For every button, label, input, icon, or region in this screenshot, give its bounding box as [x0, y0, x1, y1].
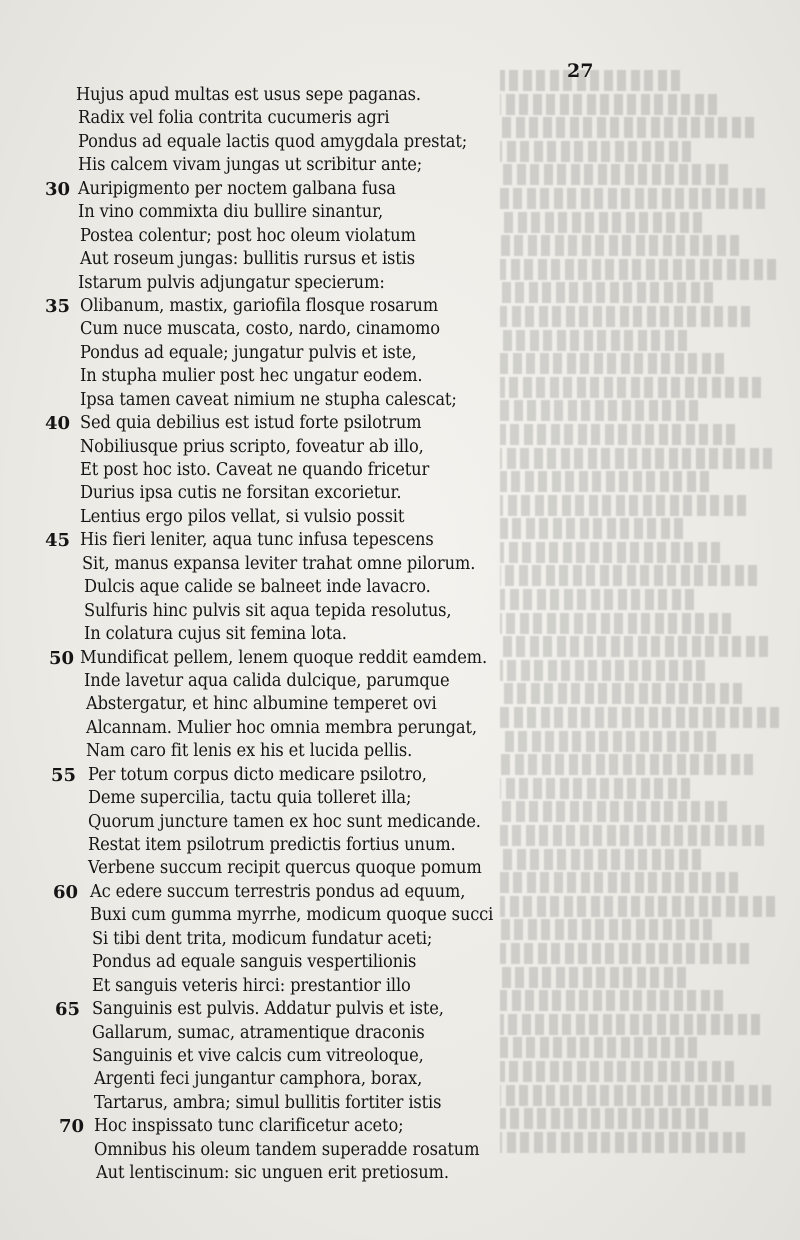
- verse-text: Et sanguis veteris hirci: prestantior illo: [92, 975, 411, 996]
- verse-line: [0, 811, 800, 834]
- verse-text: Pondus ad equale sanguis vespertilionis: [92, 952, 417, 973]
- verse-line: [0, 506, 800, 529]
- line-number: 30: [44, 178, 70, 200]
- verse-line: [0, 1045, 800, 1068]
- verse-line: [0, 318, 800, 341]
- verse-line: [0, 998, 800, 1021]
- verse-text: Alcannam. Mulier hoc omnia membra perungat,: [86, 717, 477, 738]
- verse-text: Deme supercilia, tactu quia tolleret illa;: [88, 788, 412, 809]
- line-number: 50: [48, 647, 74, 669]
- verse-text: Dulcis aque calide se balneet inde lavacro.: [84, 577, 431, 598]
- verse-text: Postea colentur; post hoc oleum violatum: [80, 225, 416, 246]
- verse-text: Radix vel folia contrita cucumeris agri: [78, 108, 390, 129]
- verse-text: His fieri leniter, aqua tunc infusa tepescens: [80, 530, 434, 551]
- verse-text: Verbene succum recipit quercus quoque pomum: [88, 858, 482, 879]
- verse-text: Omnibus his oleum tandem superadde rosatum: [94, 1139, 480, 1160]
- verse-text: Quorum juncture tamen ex hoc sunt medicande.: [88, 811, 481, 832]
- verse-text: Mundificat pellem, lenem quoque reddit eamdem.: [80, 647, 488, 668]
- verse-line: [0, 693, 800, 716]
- verse-text: Auripigmento per noctem galbana fusa: [78, 178, 396, 199]
- verse-line: [0, 131, 800, 154]
- verse-text: In colatura cujus sit femina lota.: [84, 624, 347, 645]
- verse-line: [0, 1022, 800, 1045]
- verse-text: Durius ipsa cutis ne forsitan excorietur.: [80, 483, 402, 504]
- verse-text: Restat item psilotrum predictis fortius unum.: [88, 835, 456, 855]
- verse-text: Gallarum, sumac, atramentique draconis: [92, 1022, 425, 1043]
- line-number: 35: [44, 295, 70, 317]
- verse-text: Ac edere succum terrestris pondus ad equum,: [90, 881, 466, 902]
- verse-line: [0, 904, 800, 927]
- verse-text: Nobiliusque prius scripto, foveatur ab illo,: [80, 436, 424, 457]
- verse-text: In stupha mulier post hec ungatur eodem.: [80, 366, 423, 387]
- verse-line: [0, 553, 800, 576]
- verse-text: Cum nuce muscata, costo, nardo, cinamomo: [80, 319, 440, 340]
- verse-text: Sanguinis est pulvis. Addatur pulvis et iste,: [92, 999, 444, 1020]
- verse-line: [0, 436, 800, 459]
- verse-line: [0, 201, 800, 224]
- verse-text: Inde lavetur aqua calida dulcique, parumque: [84, 670, 450, 691]
- verse-line: [0, 576, 800, 599]
- verse-text: Abstergatur, et hinc albumine temperet ovi: [86, 694, 437, 715]
- verse-line: [0, 248, 800, 271]
- verse-line: [0, 365, 800, 388]
- verse-text: Hujus apud multas est usus sepe paganas.: [76, 85, 421, 105]
- verse-text: Sit, manus expansa leviter trahat omne pilorum.: [82, 553, 476, 574]
- verse-line: [0, 623, 800, 646]
- line-number: 65: [54, 999, 80, 1021]
- verse-line: [0, 1162, 800, 1185]
- verse-text: Buxi cum gumma myrrhe, modicum quoque succi: [90, 905, 494, 926]
- verse-line: [0, 154, 800, 177]
- line-number: 70: [58, 1116, 84, 1138]
- verse-line: [0, 647, 800, 670]
- verse-line: [0, 342, 800, 365]
- verse-text: Istarum pulvis adjungatur specierum:: [78, 272, 385, 293]
- verse-line: [0, 84, 800, 107]
- verse-line: [0, 834, 800, 857]
- verse-text: Sanguinis et vive calcis cum vitreoloque,: [92, 1045, 424, 1066]
- verse-text: Tartarus, ambra; simul bullitis fortiter istis: [94, 1092, 442, 1113]
- verse-line: [0, 717, 800, 740]
- verse-line: [0, 951, 800, 974]
- verse-text: In vino commixta diu bullire sinantur,: [78, 202, 384, 223]
- poem-text: [0, 84, 800, 1186]
- page-number: 27: [567, 60, 594, 82]
- line-number: 55: [50, 764, 76, 786]
- verse-line: [0, 600, 800, 623]
- verse-line: [0, 295, 800, 318]
- verse-text: Si tibi dent trita, modicum fundatur aceti;: [92, 928, 433, 949]
- verse-text: Olibanum, mastix, gariofila flosque rosarum: [80, 295, 439, 316]
- verse-line: [0, 928, 800, 951]
- verse-line: [0, 272, 800, 295]
- verse-text: His calcem vivam jungas ut scribitur ante;: [78, 155, 423, 176]
- verse-line: [0, 1139, 800, 1162]
- verse-text: Nam caro fit lenis ex his et lucida pellis.: [86, 741, 413, 762]
- verse-line: [0, 1068, 800, 1091]
- verse-line: [0, 529, 800, 552]
- verse-line: [0, 764, 800, 787]
- verse-line: [0, 459, 800, 482]
- verse-text: Sed quia debilius est istud forte psilotrum: [80, 413, 422, 434]
- verse-text: Hoc inspissato tunc clarificetur aceto;: [94, 1116, 404, 1137]
- verse-line: [0, 740, 800, 763]
- line-number: 40: [44, 413, 70, 435]
- verse-text: Pondus ad equale; jungatur pulvis et iste,: [80, 342, 417, 363]
- verse-text: Aut lentiscinum: sic unguen erit pretiosum.: [96, 1163, 449, 1184]
- verse-text: Argenti feci jungantur camphora, borax,: [94, 1069, 423, 1090]
- line-number: 60: [52, 881, 78, 903]
- verse-line: [0, 857, 800, 880]
- verse-text: Aut roseum jungas: bullitis rursus et istis: [80, 249, 415, 270]
- verse-line: [0, 881, 800, 904]
- verse-line: [0, 670, 800, 693]
- line-number: 45: [44, 530, 70, 552]
- verse-line: [0, 975, 800, 998]
- verse-text: Per totum corpus dicto medicare psilotro,: [88, 764, 427, 785]
- verse-line: [0, 787, 800, 810]
- verse-text: Sulfuris hinc pulvis sit aqua tepida resolutus,: [84, 600, 452, 621]
- verse-text: Et post hoc isto. Caveat ne quando fricetur: [80, 460, 430, 480]
- verse-text: Ipsa tamen caveat nimium ne stupha calescat;: [80, 389, 457, 410]
- verse-line: [0, 389, 800, 412]
- verse-text: Pondus ad equale lactis quod amygdala prestat;: [78, 131, 468, 152]
- verse-text: Lentius ergo pilos vellat, si vulsio possit: [80, 506, 405, 527]
- verse-line: [0, 482, 800, 505]
- verse-line: [0, 107, 800, 130]
- verse-line: [0, 178, 800, 201]
- verse-line: [0, 1115, 800, 1138]
- verse-line: [0, 1092, 800, 1115]
- verse-line: [0, 225, 800, 248]
- verse-line: [0, 412, 800, 435]
